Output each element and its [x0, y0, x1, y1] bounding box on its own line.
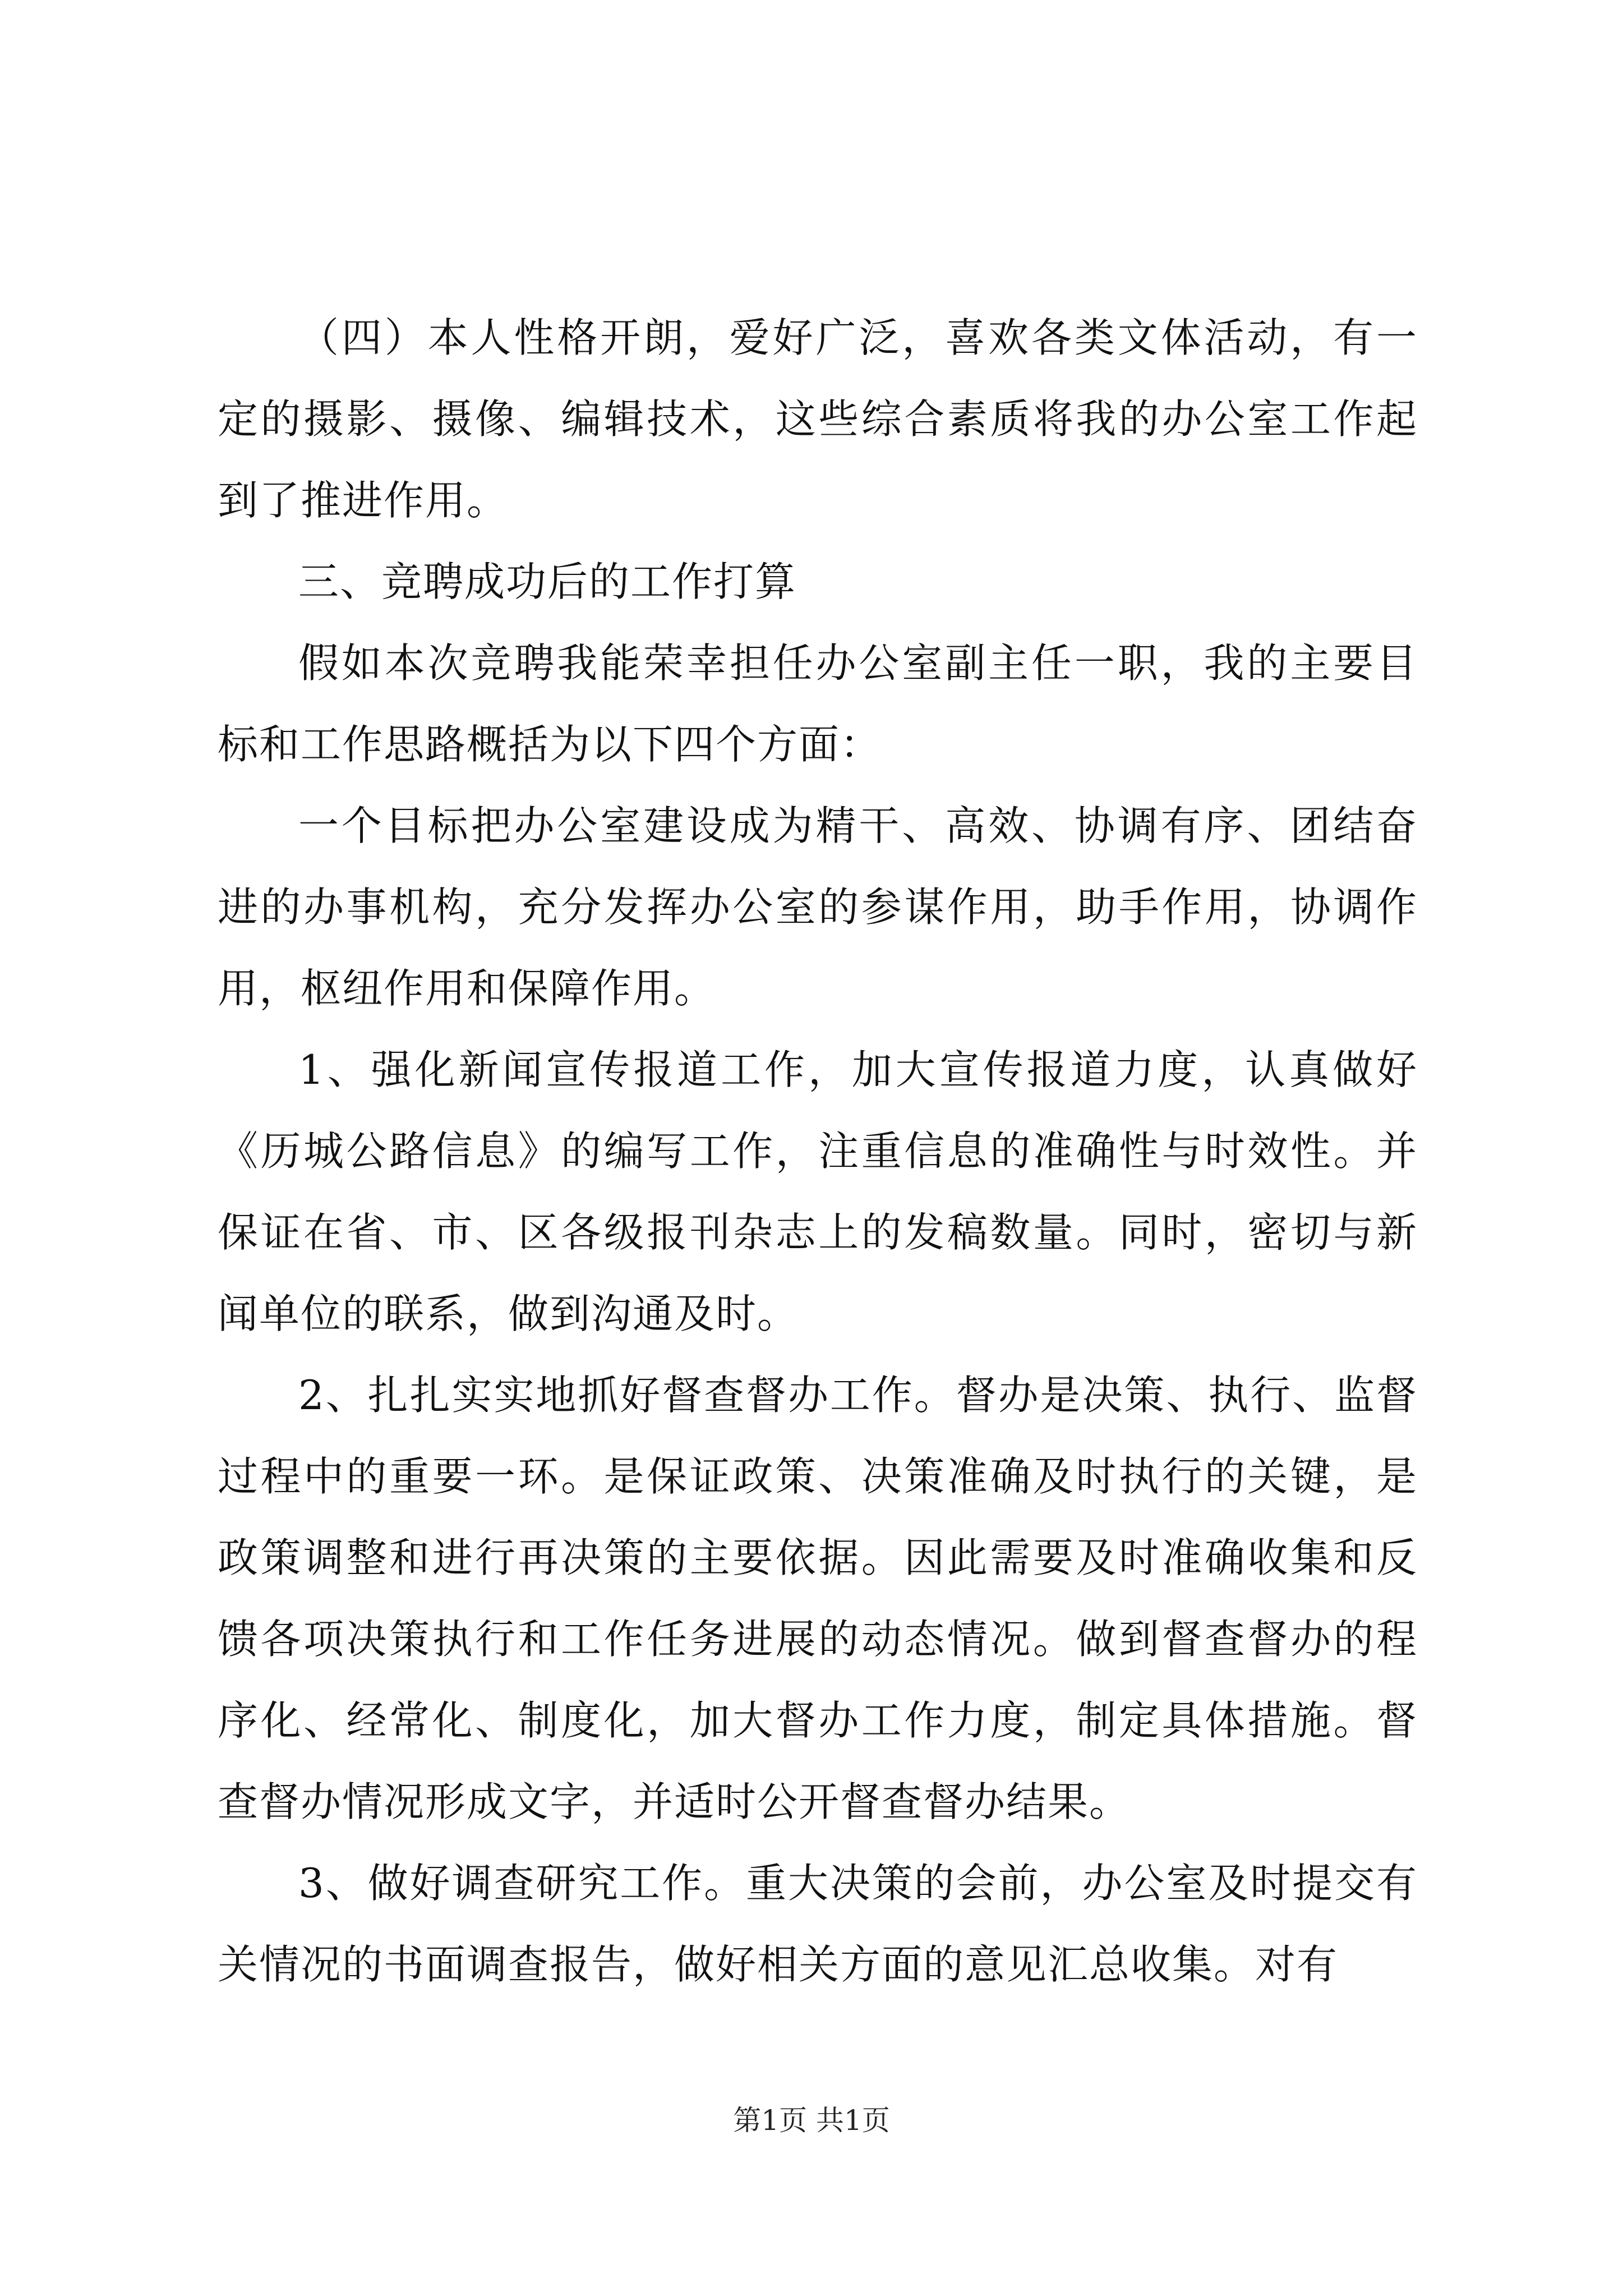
paragraph-item-2: 2、扎扎实实地抓好督查督办工作。督办是决策、执行、监督过程中的重要一环。是保证政策、决策准确及时执行的关键，是政策调整和进行再决策的主要依据。因此需要及时准确收集和反馈各项决策执行和工作任务进展的动态情况。做到督查督办的程序化、经常化、制度化，加大督办工作力度，制定具体措施。督查督办情况形成文字，并适时公开督查督办结果。 [218, 1372, 1418, 1825]
paragraph-item-1: 1、强化新闻宣传报道工作，加大宣传报道力度，认真做好《历城公路信息》的编写工作，注重信息的准确性与时效性。并保证在省、市、区各级报刊杂志上的发稿数量。同时，密切与新闻单位的联系，做到沟通及时。 [218, 1046, 1418, 1337]
document-body [218, 297, 1418, 2005]
paragraph-personality: （四）本人性格开朗，爱好广泛，喜欢各类文体活动，有一定的摄影、摄像、编辑技术，这些综合素质将我的办公室工作起到了推进作用。 [218, 314, 1418, 524]
paragraph-intro-goals: 假如本次竞聘我能荣幸担任办公室副主任一职，我的主要目标和工作思路概括为以下四个方面： [218, 639, 1418, 768]
page-footer: 第1页 共1页 [733, 2104, 890, 2137]
paragraph-one-goal: 一个目标把办公室建设成为精干、高效、协调有序、团结奋进的办事机构，充分发挥办公室的参谋作用，助手作用，协调作用，枢纽作用和保障作用。 [218, 802, 1418, 1012]
section-heading-work-plan: 三、竞聘成功后的工作打算 [298, 558, 797, 605]
paragraph-item-3: 3、做好调查研究工作。重大决策的会前，办公室及时提交有关情况的书面调查报告，做好相关方面的意见汇总收集。对有 [218, 1860, 1418, 1988]
